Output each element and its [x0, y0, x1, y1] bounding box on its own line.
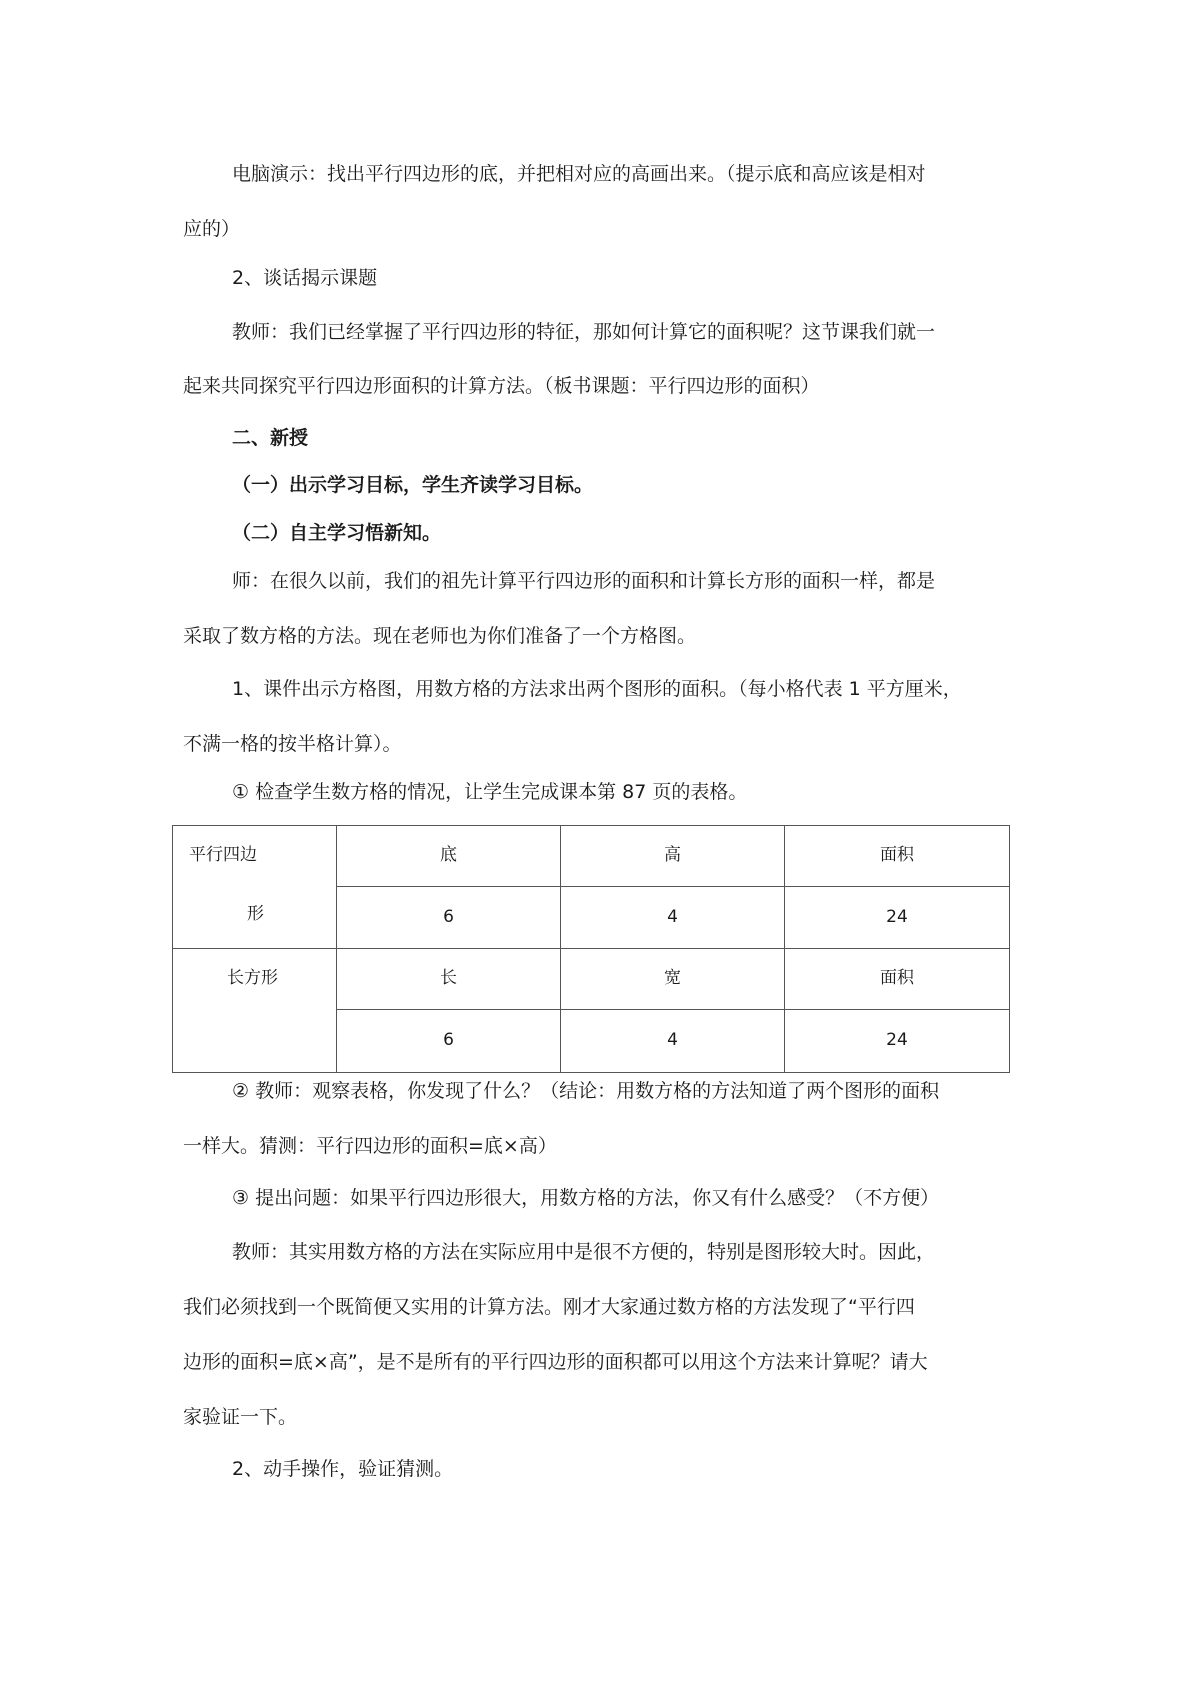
- header-height: 高: [664, 845, 681, 865]
- paragraph-ancestors-line1: 师：在很久以前，我们的祖先计算平行四边形的面积和计算长方形的面积一样，都是: [232, 570, 936, 592]
- table-header-cell: [561, 826, 785, 887]
- comparison-table: [172, 825, 1010, 1073]
- table-cell: [561, 1010, 785, 1073]
- header-area: 面积: [880, 845, 914, 865]
- value-area-rect: 24: [886, 1030, 908, 1050]
- row-label-parallelogram-part1: 平行四边: [189, 845, 257, 865]
- table-cell: [337, 887, 561, 949]
- table-header-cell: [337, 949, 561, 1010]
- paragraph-topic-intro: 2、谈话揭示课题: [232, 267, 378, 289]
- paragraph-teacher2-line3: 边形的面积=底×高”，是不是所有的平行四边形的面积都可以用这个方法来计算呢？请大: [183, 1351, 928, 1373]
- value-base: 6: [443, 907, 454, 927]
- paragraph-teacher-line1: 教师：我们已经掌握了平行四边形的特征，那如何计算它的面积呢？这节课我们就一: [232, 321, 936, 343]
- value-width: 4: [667, 1030, 678, 1050]
- row-label-parallelogram-part2: 形: [247, 904, 264, 924]
- heading-self-study: （二）自主学习悟新知。: [232, 522, 442, 544]
- paragraph-ancestors-line2: 采取了数方格的方法。现在老师也为你们准备了一个方格图。: [183, 625, 697, 647]
- paragraph-question: ③ 提出问题：如果平行四边形很大，用数方格的方法，你又有什么感受？（不方便）: [232, 1187, 940, 1209]
- paragraph-check-table: ① 检查学生数方格的情况，让学生完成课本第 87 页的表格。: [232, 781, 748, 803]
- table-cell: [561, 887, 785, 949]
- table-header-cell: [785, 949, 1010, 1010]
- row-label-parallelogram: [173, 826, 337, 949]
- table-header-cell: [785, 826, 1010, 887]
- paragraph-teacher2-line1: 教师：其实用数方格的方法在实际应用中是很不方便的，特别是图形较大时。因此，: [232, 1241, 936, 1263]
- table-cell: [337, 1010, 561, 1073]
- heading-learning-goals: （一）出示学习目标，学生齐读学习目标。: [232, 474, 594, 496]
- value-length: 6: [443, 1030, 454, 1050]
- header-length: 长: [440, 968, 457, 988]
- table-cell: [785, 1010, 1010, 1073]
- heading-new-lesson: 二、新授: [232, 427, 309, 449]
- row-label-rectangle: [173, 949, 337, 1073]
- paragraph-teacher2-line2: 我们必须找到一个既简便又实用的计算方法。刚才大家通过数方格的方法发现了“平行四: [183, 1296, 915, 1318]
- header-base: 底: [440, 845, 457, 865]
- paragraph-observe-line2: 一样大。猜测：平行四边形的面积=底×高）: [183, 1135, 557, 1157]
- value-height: 4: [667, 907, 678, 927]
- paragraph-hands-on: 2、动手操作，验证猜测。: [232, 1458, 454, 1480]
- table-row: [173, 826, 1010, 887]
- row-label-rectangle-text: 长方形: [227, 968, 278, 988]
- header-width: 宽: [664, 968, 681, 988]
- table-header-cell: [561, 949, 785, 1010]
- value-area: 24: [886, 907, 908, 927]
- paragraph-observe-line1: ② 教师：观察表格，你发现了什么？（结论：用数方格的方法知道了两个图形的面积: [232, 1080, 940, 1102]
- paragraph-teacher2-line4: 家验证一下。: [183, 1406, 298, 1428]
- paragraph-grid-line1: 1、课件出示方格图，用数方格的方法求出两个图形的面积。（每小格代表 1 平方厘米，: [232, 678, 962, 700]
- paragraph-teacher-line2: 起来共同探究平行四边形面积的计算方法。（板书课题：平行四边形的面积）: [183, 375, 820, 397]
- paragraph-grid-line2: 不满一格的按半格计算）。: [183, 733, 402, 755]
- table-header-cell: [337, 826, 561, 887]
- paragraph-demo-line1: 电脑演示：找出平行四边形的底，并把相对应的高画出来。（提示底和高应该是相对: [232, 163, 926, 185]
- table-cell: [785, 887, 1010, 949]
- table-row: [173, 949, 1010, 1010]
- header-area-rect: 面积: [880, 968, 914, 988]
- paragraph-demo-line2: 应的）: [183, 218, 241, 240]
